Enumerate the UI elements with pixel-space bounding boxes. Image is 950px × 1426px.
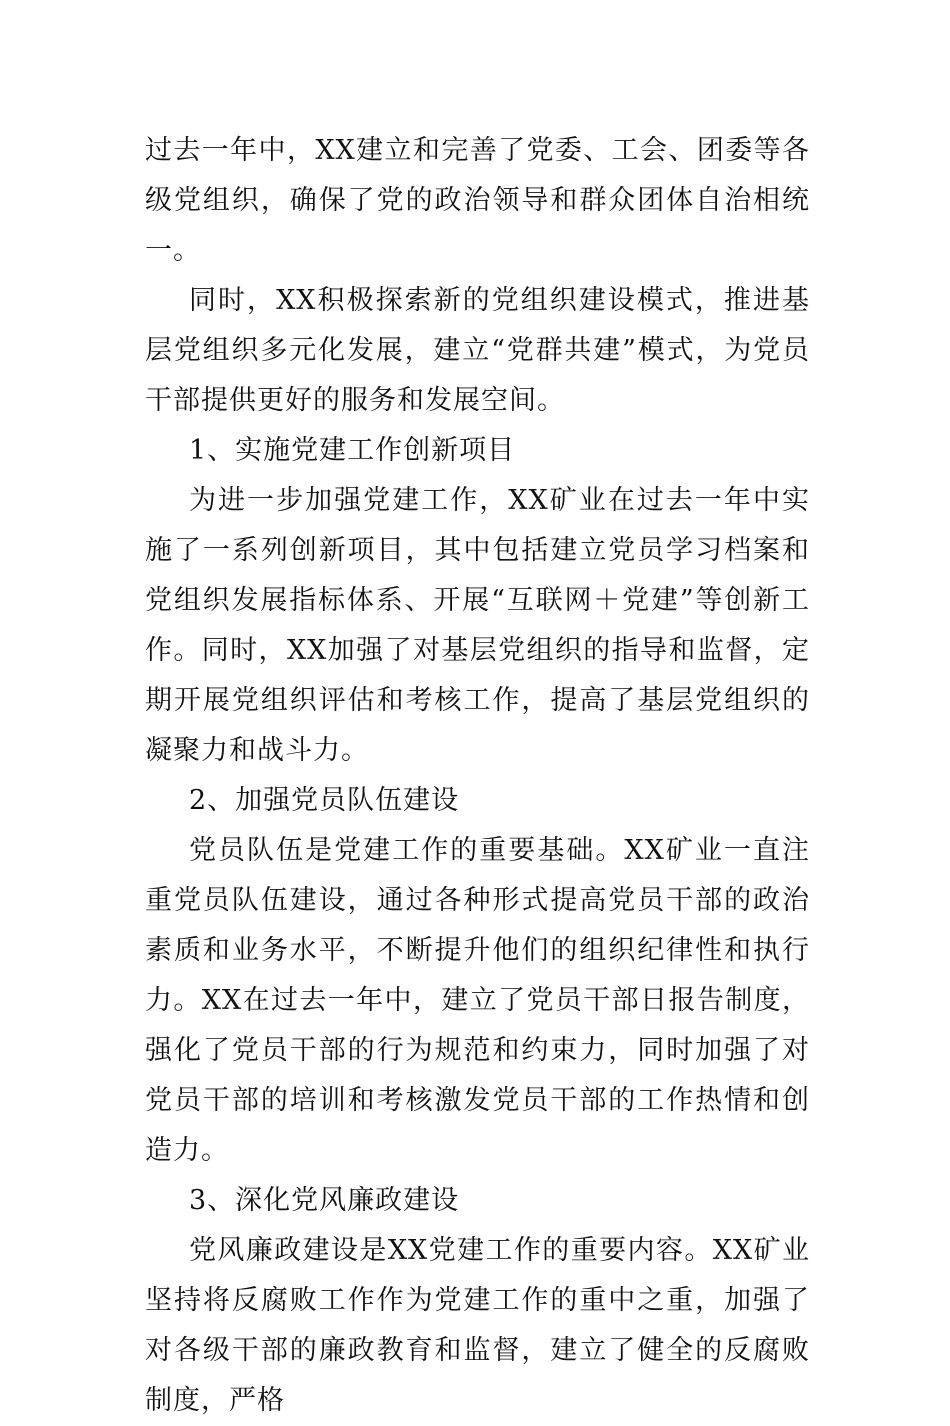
paragraph-member-team: 党员队伍是党建工作的重要基础。XX矿业一直注重党员队伍建设，通过各种形式提高党员干部的政治素质和业务水平，不断提升他们的组织纪律性和执行力。XX在过去一年中，建立了党员干部日报告制度，强化了党员干部的行为规范和约束力，同时加强了对党员干部的培训和考核激发党员干部的工作热情和创造力。 bbox=[145, 835, 810, 1166]
document-body bbox=[145, 126, 810, 1426]
paragraph-continuation: 过去一年中，XX建立和完善了党委、工会、团委等各级党组织，确保了党的政治领导和群众团体自治相统一。 bbox=[145, 135, 810, 266]
section-heading-innovation: 1、实施党建工作创新项目 bbox=[189, 435, 516, 466]
paragraph-party-building-model: 同时，XX积极探索新的党组织建设模式，推进基层党组织多元化发展，建立“党群共建”模式，为党员干部提供更好的服务和发展空间。 bbox=[145, 285, 810, 416]
section-heading-member-team: 2、加强党员队伍建设 bbox=[189, 785, 460, 816]
section-heading-integrity: 3、深化党风廉政建设 bbox=[189, 1185, 460, 1216]
paragraph-integrity: 党风廉政建设是XX党建工作的重要内容。XX矿业坚持将反腐败工作作为党建工作的重中之重，加强了对各级干部的廉政教育和监督，建立了健全的反腐败制度，严格 bbox=[145, 1235, 810, 1416]
paragraph-innovation-projects: 为进一步加强党建工作，XX矿业在过去一年中实施了一系列创新项目，其中包括建立党员学习档案和党组织发展指标体系、开展“互联网＋党建”等创新工作。同时，XX加强了对基层党组织的指导和监督，定期开展党组织评估和考核工作，提高了基层党组织的凝聚力和战斗力。 bbox=[145, 485, 810, 766]
